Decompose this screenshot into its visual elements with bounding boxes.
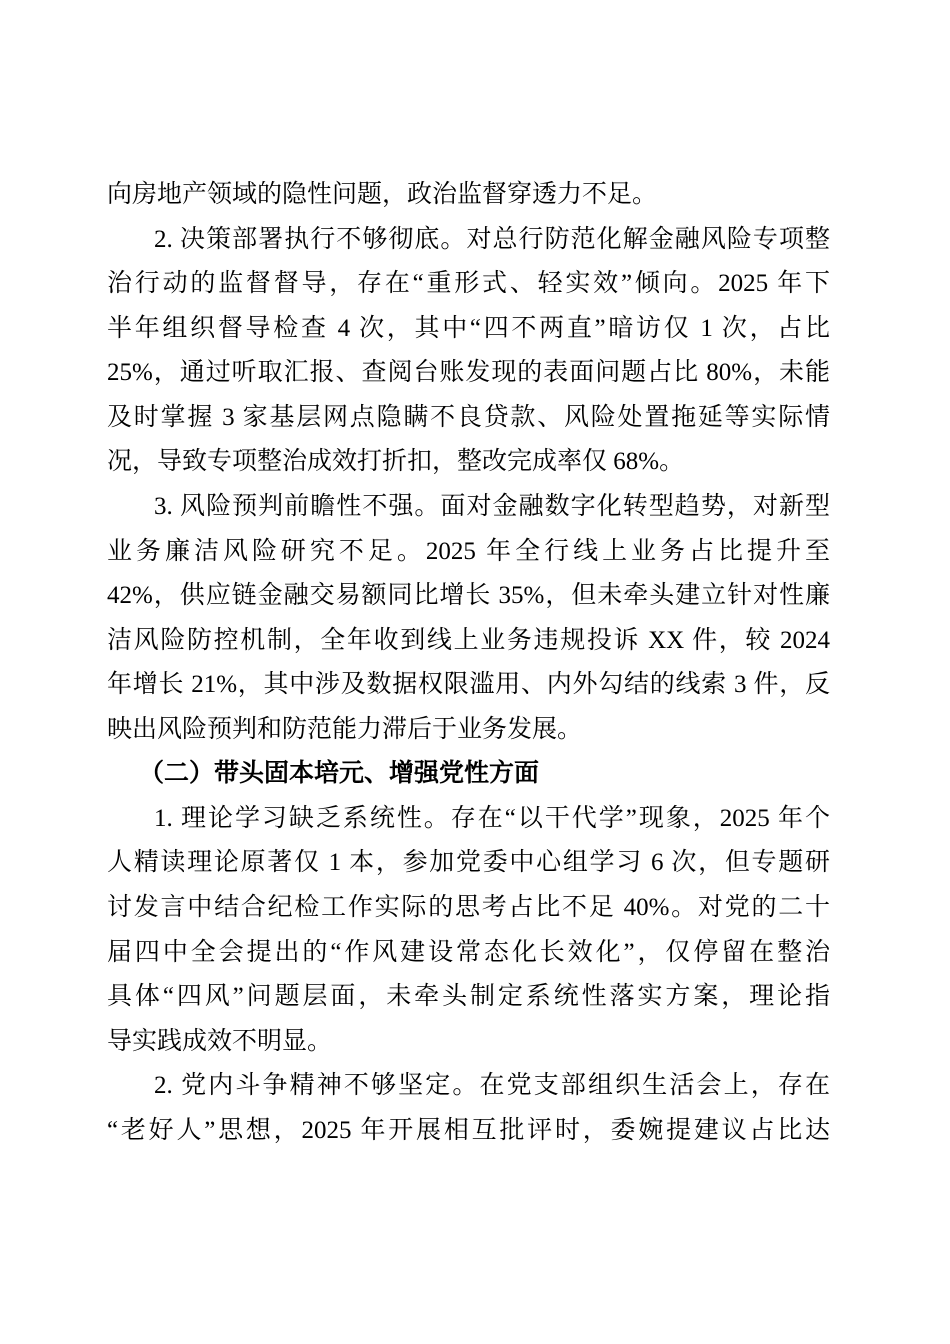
- text-line-13: 映出风险预判和防范能力滞后于业务发展。: [107, 715, 583, 743]
- text-line-2: 2. 决策部署执行不够彻底。对总行防范化解金融风险专项整: [154, 225, 830, 253]
- text-line-17: 讨发言中结合纪检工作实际的思考占比不足 40%。对党的二十: [107, 894, 830, 921]
- text-line-16: 人精读理论原著仅 1 本，参加党委中心组学习 6 次，但专题研: [107, 849, 830, 877]
- text-line-14: （二）带头固本培元、增强党性方面: [139, 760, 540, 788]
- text-line-18: 届四中全会提出的“作风建设常态化长效化”，仅停留在整治: [107, 938, 830, 966]
- text-line-20: 导实践成效不明显。: [107, 1027, 333, 1055]
- text-line-19: 具体“四风”问题层面，未牵头制定系统性落实方案，理论指: [107, 983, 830, 1011]
- document-body: [107, 173, 830, 1153]
- text-line-22: “老好人”思想，2025 年开展相互批评时，委婉提建议占比达: [107, 1116, 830, 1144]
- text-line-4: 半年组织督导检查 4 次，其中“四不两直”暗访仅 1 次，占比: [107, 314, 830, 342]
- text-line-5: 25%，通过听取汇报、查阅台账发现的表面问题占比 80%，未能: [107, 359, 830, 387]
- text-line-1: 向房地产领域的隐性问题，政治监督穿透力不足。: [107, 181, 658, 208]
- text-line-21: 2. 党内斗争精神不够坚定。在党支部组织生活会上，存在: [154, 1072, 830, 1100]
- text-line-3: 治行动的监督督导，存在“重形式、轻实效”倾向。2025 年下: [107, 270, 830, 298]
- text-line-9: 业务廉洁风险研究不足。2025 年全行线上业务占比提升至: [107, 537, 830, 565]
- text-line-10: 42%，供应链金融交易额同比增长 35%，但未牵头建立针对性廉: [107, 582, 830, 610]
- text-line-11: 洁风险防控机制，全年收到线上业务违规投诉 XX 件，较 2024: [107, 626, 830, 654]
- text-line-15: 1. 理论学习缺乏系统性。存在“以干代学”现象，2025 年个: [154, 804, 830, 832]
- text-line-8: 3. 风险预判前瞻性不强。面对金融数字化转型趋势，对新型: [154, 492, 830, 520]
- text-line-6: 及时掌握 3 家基层网点隐瞒不良贷款、风险处置拖延等实际情: [107, 403, 830, 431]
- text-line-7: 况，导致专项整治成效打折扣，整改完成率仅 68%。: [107, 448, 685, 476]
- text-line-12: 年增长 21%，其中涉及数据权限滥用、内外勾结的线索 3 件，反: [107, 671, 830, 699]
